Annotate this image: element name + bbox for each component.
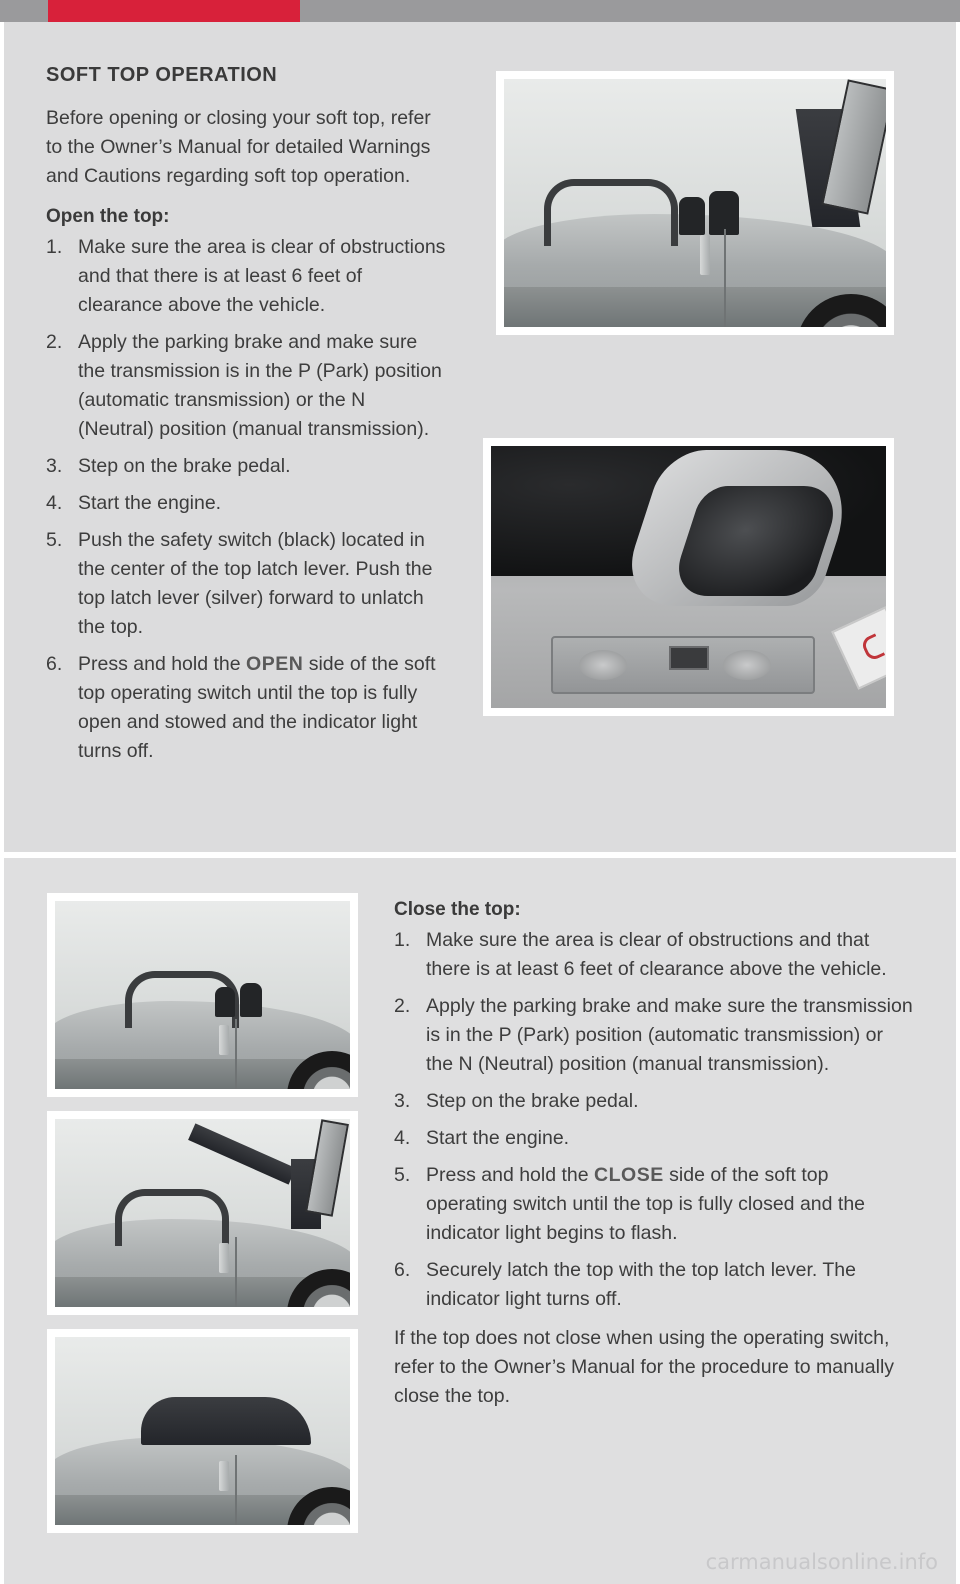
close-text-column [394,896,914,1423]
step-number: 4. [394,1127,411,1149]
step-number: 4. [46,492,63,514]
step-text: Step on the brake pedal. [78,455,291,477]
open-text-column [46,64,446,776]
step-text-post: side of the soft top operating switch until the top is fully closed and the indicator light begins to flash. [426,1164,866,1244]
open-steps [46,233,446,766]
step-number: 1. [394,929,411,951]
operating-switch [669,646,709,670]
open-step [46,233,446,320]
open-step [46,650,446,766]
step-text: Start the engine. [426,1127,570,1149]
step-number: 2. [46,331,63,353]
open-keyword: OPEN [246,653,304,675]
step-text-pre: Press and hold the [426,1164,595,1186]
close-step [394,1161,914,1248]
close-step [394,1087,914,1116]
step-text: Make sure the area is clear of obstructions and that there is at least 6 feet of clearance above the vehicle. [78,236,446,316]
step-text-pre: Press and hold the [78,653,247,675]
car-photo-opening [504,79,886,327]
photo-top-opening [496,71,894,335]
header-accent [48,0,300,22]
car-photo-closed [55,1337,350,1525]
step-text: Apply the parking brake and make sure the transmission is in the P (Park) position (automatic transmission) or the N (Neutral) position (manual transmission). [426,995,913,1075]
step-number: 2. [394,995,411,1017]
car-photo-stowed [55,901,350,1089]
car-photo-closing [55,1119,350,1307]
open-step [46,452,446,481]
close-keyword: CLOSE [594,1164,664,1186]
open-step [46,328,446,444]
close-note: If the top does not close when using the operating switch, refer to the Owner’s Manual for the procedure to manually close the top. [394,1327,895,1407]
step-number: 6. [394,1259,411,1281]
step-text: Start the engine. [78,492,222,514]
step-number: 3. [394,1090,411,1112]
photo-latch-lever [483,438,894,716]
step-number: 5. [394,1164,411,1186]
close-heading: Close the top: [394,899,521,920]
close-step [394,926,914,984]
step-text: Securely latch the top with the top latch lever. The indicator light turns off. [426,1259,856,1310]
step-number: 1. [46,236,63,258]
step-number: 3. [46,455,63,477]
section-title: SOFT TOP OPERATION [46,64,278,86]
close-step [394,992,914,1079]
intro-paragraph: Before opening or closing your soft top, refer to the Owner’s Manual for detailed Warnings and Cautions regarding soft top operation. [46,107,431,187]
open-step [46,489,446,518]
photo-top-closed [47,1329,358,1533]
close-step [394,1124,914,1153]
open-step [46,526,446,642]
step-text-post: side of the soft top operating switch until the top is fully open and stowed and the indicator light turns off. [78,653,436,762]
latch-console-photo [491,446,886,708]
open-heading: Open the top: [46,206,170,227]
step-text: Apply the parking brake and make sure the transmission is in the P (Park) position (automatic transmission) or the N (Neutral) position (manual transmission). [78,331,442,440]
step-text [78,650,446,766]
photo-top-closing [47,1111,358,1315]
step-text [426,1161,914,1248]
step-text: Push the safety switch (black) located in the center of the top latch lever. Push the top latch lever (silver) forward to unlatch the top. [78,529,433,638]
watermark: carmanualsonline.info [705,1550,938,1574]
step-text: Step on the brake pedal. [426,1090,639,1112]
step-text: Make sure the area is clear of obstructions and that there is at least 6 feet of clearance above the vehicle. [426,929,887,980]
close-step [394,1256,914,1314]
photo-top-stowed [47,893,358,1097]
step-number: 6. [46,653,63,675]
step-number: 5. [46,529,63,551]
header-bar [0,0,960,22]
close-steps [394,926,914,1314]
